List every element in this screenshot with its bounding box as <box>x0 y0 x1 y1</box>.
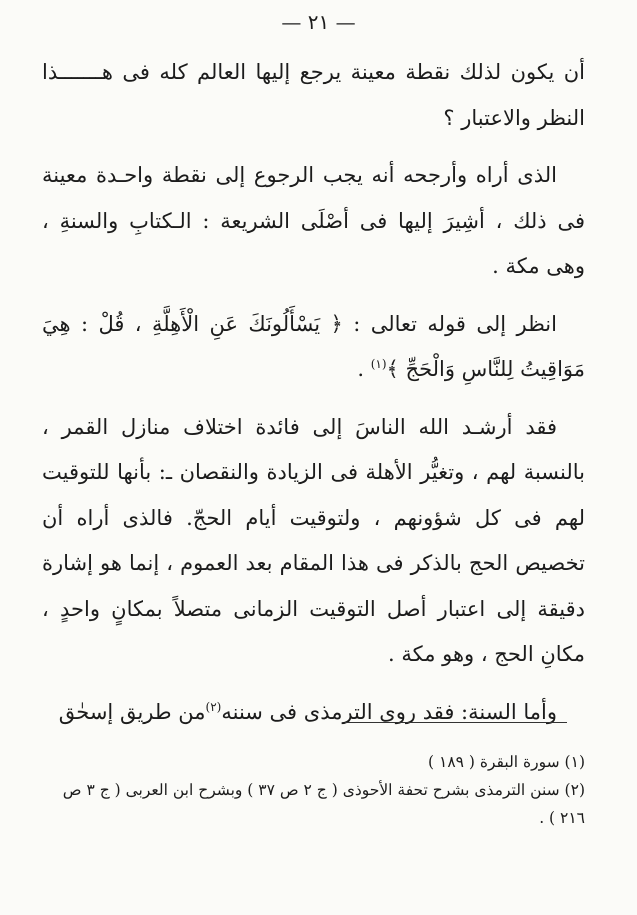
footnote-marker-2: (٢) <box>205 699 222 714</box>
paragraph-4: فقد أرشـد الله الناسَ إلى فائدة اختلاف منازل القمر ، بالنسبة لهم ، وتغيُّر الأهلة فى الزيادة والنقصان ـ: بأنها للتوقيت لهم فى كل شؤونهم ، ولتوقيت أيام الحجّ. فالذى أراه أن تخصيص الحج بالذكر فى هذا المقام بعد العموم ، إنما هو إشارة دقيقة إلى اعتبار أصل التوقيت الزمانى متصلاً بمكانٍ واحدٍ ، مكانِ الحج ، وهو مكة . <box>42 414 585 666</box>
sunna-tail: من طريق إسحٰق <box>58 699 206 724</box>
paragraph-1: أن يكون لذلك نقطة معينة يرجع إليها العالم كله فى هـــــــذا النظر والاعتبار ؟ <box>42 60 585 130</box>
quran-verse: انظر إلى قوله تعالى : ﴿ يَسْأَلُونَكَ عَنِ الْأَهِلَّةِ ، قُلْ : هِيَ مَوَاقِيتُ لِلنَّاسِ وَالْحَجِّ ﴾ <box>42 311 585 381</box>
paragraph-5 <box>42 690 585 736</box>
paragraph-2: الذى أراه وأرجحه أنه يجب الرجوع إلى نقطة واحـدة معينة فى ذلك ، أشِيرَ إليها فى أصْلَى الشريعة : الـكتابِ والسنةِ ، وهى مكة . <box>42 163 585 278</box>
verse-end: . <box>357 357 371 381</box>
paragraph-3 <box>42 302 585 393</box>
main-text <box>42 50 585 747</box>
footnote-marker-1: (١) <box>370 357 387 371</box>
footnote-divider <box>345 722 567 723</box>
footnote-1: (١) سورة البقرة ( ١٨٩ ) <box>428 753 585 771</box>
footnotes <box>42 748 585 832</box>
page-number: — ٢١ — <box>281 10 356 34</box>
footnote-2: (٢) سنن الترمذى بشرح تحفة الأحوذى ( ج ٢ ص ٣٧ ) وبشرح ابن العربى ( ج ٣ ص ٢١٦ ) . <box>62 781 585 827</box>
sunna-text: وأما السنة: فقد روى الترمذى فى سننه <box>221 699 557 724</box>
